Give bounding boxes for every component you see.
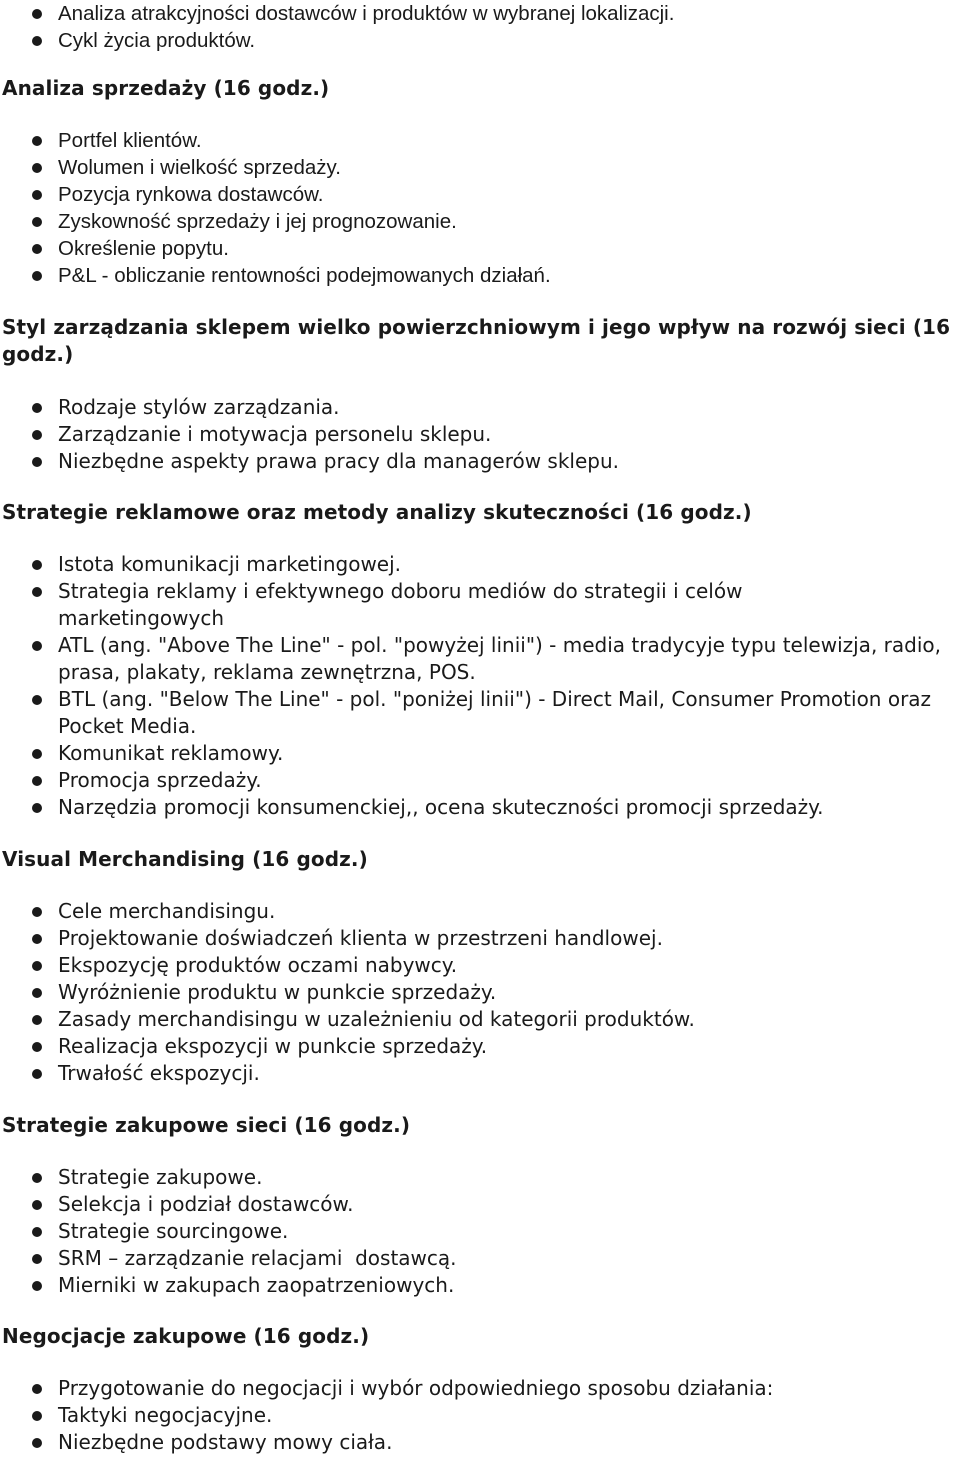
section-negocjacje-zakupowe xyxy=(0,1323,960,1456)
bullet-icon xyxy=(32,163,42,173)
list-item xyxy=(0,767,960,794)
list-item-text: Zasady merchandisingu w uzależnieniu od kategorii produktów. xyxy=(58,1007,695,1031)
section-heading: Negocjacje zakupowe (16 godz.) xyxy=(2,1324,370,1348)
list-item xyxy=(0,262,960,289)
bullet-icon xyxy=(32,9,42,19)
list-item-text: Narzędzia promocji konsumenckiej,, ocena skuteczności promocji sprzedaży. xyxy=(58,795,824,819)
bullet-list xyxy=(0,898,960,1087)
list-item-text: Strategie sourcingowe. xyxy=(58,1219,289,1243)
list-item-text: Trwałość ekspozycji. xyxy=(58,1061,260,1085)
section-strategie-zakupowe xyxy=(0,1112,960,1299)
bullet-icon xyxy=(32,1200,42,1210)
list-item-text: Cele merchandisingu. xyxy=(58,899,276,923)
list-item-text: Ekspozycję produktów oczami nabywcy. xyxy=(58,953,458,977)
list-item-text: ATL (ang. "Above The Line" - pol. "powyżej linii") - media tradycyje typu telewizja, radio, prasa, plakaty, reklama zewnętrzna, POS. xyxy=(58,633,941,684)
list-item-text: Realizacja ekspozycji w punkcie sprzedaży. xyxy=(58,1034,488,1058)
list-item xyxy=(0,1429,960,1456)
list-item-text: Portfel klientów. xyxy=(58,129,202,152)
list-item xyxy=(0,794,960,821)
list-item-text: Analiza atrakcyjności dostawców i produktów w wybranej lokalizacji. xyxy=(58,2,675,25)
bullet-icon xyxy=(32,641,42,651)
list-item-text: SRM – zarządzanie relacjami dostawcą. xyxy=(58,1246,457,1270)
list-item xyxy=(0,448,960,475)
bullet-icon xyxy=(32,1281,42,1291)
list-item xyxy=(0,979,960,1006)
list-item-text: Niezbędne aspekty prawa pracy dla managerów sklepu. xyxy=(58,449,620,473)
list-item xyxy=(0,686,960,740)
list-item-text: Selekcja i podział dostawców. xyxy=(58,1192,354,1216)
bullet-icon xyxy=(32,271,42,281)
list-item-text: P&L - obliczanie rentowności podejmowanych działań. xyxy=(58,264,551,287)
bullet-list xyxy=(0,551,960,821)
bullet-icon xyxy=(32,244,42,254)
bullet-icon xyxy=(32,1069,42,1079)
bullet-icon xyxy=(32,430,42,440)
list-item xyxy=(0,1375,960,1402)
bullet-icon xyxy=(32,961,42,971)
list-item-text: Promocja sprzedaży. xyxy=(58,768,262,792)
list-item xyxy=(0,208,960,235)
bullet-list xyxy=(0,127,960,289)
section-heading: Strategie reklamowe oraz metody analizy skuteczności (16 godz.) xyxy=(2,500,752,524)
list-item xyxy=(0,394,960,421)
bullet-icon xyxy=(32,749,42,759)
list-item xyxy=(0,952,960,979)
bullet-icon xyxy=(32,1015,42,1025)
bullet-icon xyxy=(32,560,42,570)
list-item-text: Taktyki negocjacyjne. xyxy=(58,1403,273,1427)
list-item xyxy=(0,578,838,632)
list-item xyxy=(0,154,960,181)
bullet-icon xyxy=(32,1438,42,1448)
bullet-icon xyxy=(32,803,42,813)
list-item xyxy=(0,551,960,578)
bullet-icon xyxy=(32,457,42,467)
bullet-list xyxy=(0,1164,960,1299)
bullet-icon xyxy=(32,190,42,200)
list-item xyxy=(0,925,960,952)
bullet-icon xyxy=(32,136,42,146)
section-heading: Strategie zakupowe sieci (16 godz.) xyxy=(2,1113,411,1137)
section-heading: Styl zarządzania sklepem wielko powierzchniowym i jego wpływ na rozwój sieci (16 godz.) xyxy=(2,315,951,366)
bullet-icon xyxy=(32,1173,42,1183)
list-item-text: Zyskowność sprzedaży i jej prognozowanie. xyxy=(58,210,457,233)
bullet-icon xyxy=(32,36,42,46)
bullet-icon xyxy=(32,907,42,917)
section-visual-merchandising xyxy=(0,846,960,1087)
list-item-text: Wyróżnienie produktu w punkcie sprzedaży. xyxy=(58,980,497,1004)
list-item-text: Określenie popytu. xyxy=(58,237,229,260)
list-item xyxy=(0,632,958,686)
list-item-text: Cykl życia produktów. xyxy=(58,29,256,52)
section-styl-zarzadzania xyxy=(0,314,960,475)
bullet-icon xyxy=(32,1042,42,1052)
list-item xyxy=(0,1164,960,1191)
list-item xyxy=(0,181,960,208)
section-strategie-reklamowe xyxy=(0,499,960,821)
list-item xyxy=(0,1060,960,1087)
list-item-text: Komunikat reklamowy. xyxy=(58,741,284,765)
bullet-icon xyxy=(32,776,42,786)
bullet-icon xyxy=(32,988,42,998)
bullet-icon xyxy=(32,1384,42,1394)
list-item-text: Przygotowanie do negocjacji i wybór odpowiedniego sposobu działania: xyxy=(58,1376,774,1400)
list-item-text: Rodzaje stylów zarządzania. xyxy=(58,395,340,419)
list-item xyxy=(0,1272,960,1299)
bullet-icon xyxy=(32,587,42,597)
list-item-text: Zarządzanie i motywacja personelu sklepu. xyxy=(58,422,492,446)
list-item xyxy=(0,1218,960,1245)
section-analiza-sprzedazy xyxy=(0,75,960,289)
list-item xyxy=(0,1402,960,1429)
list-item-text: Mierniki w zakupach zaopatrzeniowych. xyxy=(58,1273,455,1297)
list-item-text: Strategia reklamy i efektywnego doboru mediów do strategii i celów marketingowych xyxy=(58,579,743,630)
list-item-text: Istota komunikacji marketingowej. xyxy=(58,552,402,576)
list-item xyxy=(0,898,960,925)
list-item-text: Niezbędne podstawy mowy ciała. xyxy=(58,1430,393,1454)
list-item-text: Strategie zakupowe. xyxy=(58,1165,263,1189)
bullet-icon xyxy=(32,1227,42,1237)
list-item xyxy=(0,0,960,27)
list-item xyxy=(0,1191,960,1218)
bullet-list xyxy=(0,1375,960,1456)
list-item-text: Wolumen i wielkość sprzedaży. xyxy=(58,156,341,179)
list-item-text: BTL (ang. "Below The Line" - pol. "poniżej linii") - Direct Mail, Consumer Promotion oraz Pocket Media. xyxy=(58,687,932,738)
list-item xyxy=(0,235,960,262)
list-item xyxy=(0,127,960,154)
bullet-icon xyxy=(32,695,42,705)
bullet-icon xyxy=(32,1254,42,1264)
list-item-text: Projektowanie doświadczeń klienta w przestrzeni handlowej. xyxy=(58,926,663,950)
bullet-icon xyxy=(32,934,42,944)
list-item xyxy=(0,1033,960,1060)
bullet-list xyxy=(0,394,960,475)
bullet-icon xyxy=(32,217,42,227)
list-item xyxy=(0,1245,960,1272)
section-heading: Analiza sprzedaży (16 godz.) xyxy=(2,76,330,100)
section-heading: Visual Merchandising (16 godz.) xyxy=(2,847,368,871)
list-item xyxy=(0,740,960,767)
list-item xyxy=(0,27,960,54)
list-item xyxy=(0,1006,960,1033)
list-item-text: Pozycja rynkowa dostawców. xyxy=(58,183,324,206)
bullet-icon xyxy=(32,403,42,413)
list-item xyxy=(0,421,960,448)
bullet-icon xyxy=(32,1411,42,1421)
